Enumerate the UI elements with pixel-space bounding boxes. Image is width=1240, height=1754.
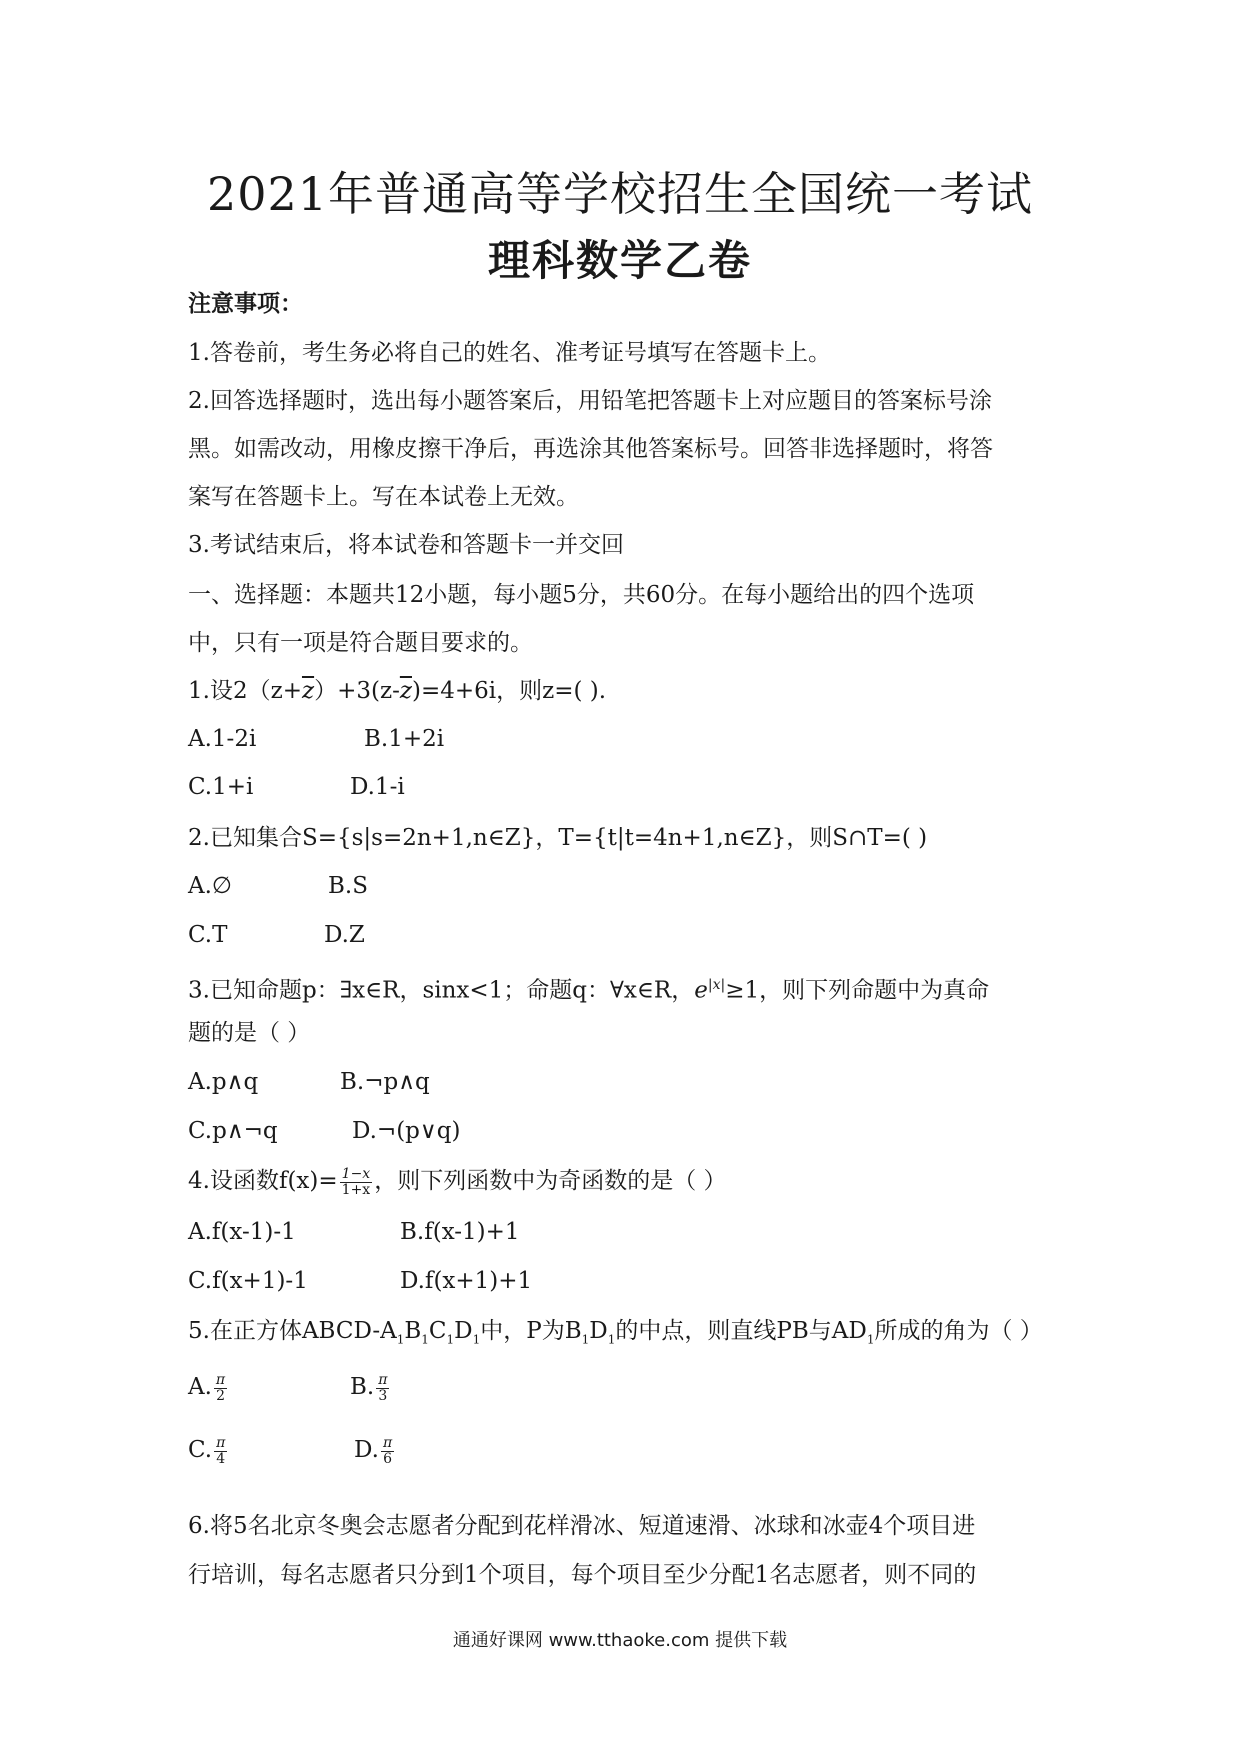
note-line-3: 黑。如需改动，用橡皮擦干净后，再选涂其他答案标号。回答非选择题时，将答 bbox=[188, 436, 993, 462]
note-line-5: 3.考试结束后，将本试卷和答题卡一并交回 bbox=[188, 532, 624, 558]
section-line-2: 中，只有一项是符合题目要求的。 bbox=[188, 630, 533, 656]
page-footer: 通通好课网 www.tthaoke.com 提供下载 bbox=[452, 1630, 788, 1651]
q5-option-a: A. $\frac{\pi}{2}$ bbox=[188, 1371, 226, 1404]
question-1-stem: 1.设$2(z+\overline{z})+3(z-\overline{z})=4+6i$，则z=( ). bbox=[188, 678, 607, 704]
exam-title: 2021年普通高等学校招生全国统一考试 bbox=[206, 167, 1034, 221]
question-2-stem: 2.已知集合S={s|s=2n+1,n∈Z}，T={t|t=4n+1,n∈Z}，则S∩T=( ) bbox=[188, 825, 928, 851]
q1-option-b: B.1+2i bbox=[364, 726, 445, 752]
q2-option-d: D.Z bbox=[324, 922, 365, 948]
q4-option-d: D.f(x+1)+1 bbox=[400, 1268, 533, 1294]
q2-option-b: B.S bbox=[328, 873, 368, 899]
question-3-stem-cont: 题的是（ ） bbox=[188, 1020, 311, 1046]
q2-option-c: C.T bbox=[188, 922, 228, 948]
q4-option-b: B.f(x-1)+1 bbox=[400, 1219, 520, 1245]
section-line-1: 一、选择题：本题共12小题，每小题5分，共60分。在每小题给出的四个选项 bbox=[188, 582, 975, 608]
q4-option-c: C.f(x+1)-1 bbox=[188, 1268, 308, 1294]
q4-option-a: A.f(x-1)-1 bbox=[188, 1219, 296, 1245]
q1-option-d: D.1-i bbox=[350, 774, 405, 800]
note-line-4: 案写在答题卡上。写在本试卷上无效。 bbox=[188, 484, 579, 510]
question-6-line-1: 6.将5名北京冬奥会志愿者分配到花样滑冰、短道速滑、冰球和冰壶4个项目进 bbox=[188, 1513, 976, 1539]
question-4-stem: 4.设函数f(x)= $\frac{1-x}{1+x}$ ，则下列函数中为奇函数的是（ ） bbox=[188, 1165, 727, 1198]
exam-subtitle: 理科数学乙卷 bbox=[487, 236, 752, 285]
q5-option-d: D. $\frac{\pi}{6}$ bbox=[354, 1434, 393, 1467]
q3-option-b: B.¬p∧q bbox=[340, 1069, 430, 1095]
q3-option-a: A.p∧q bbox=[188, 1069, 259, 1095]
q1-option-c: C.1+i bbox=[188, 774, 254, 800]
q5-option-c: C. $\frac{\pi}{4}$ bbox=[188, 1434, 226, 1467]
q2-option-a: A.∅ bbox=[188, 873, 232, 899]
q3-option-d: D.¬(p∨q) bbox=[352, 1118, 461, 1144]
note-line-2: 2.回答选择题时，选出每小题答案后，用铅笔把答题卡上对应题目的答案标号涂 bbox=[188, 388, 992, 414]
q5-option-b: B. $\frac{\pi}{3}$ bbox=[350, 1371, 388, 1404]
q3-option-c: C.p∧¬q bbox=[188, 1118, 278, 1144]
fraction: $\frac{1-x}{1+x}$ bbox=[341, 1165, 371, 1198]
q1-option-a: A.1-2i bbox=[188, 726, 257, 752]
note-line-1: 1.答卷前，考生务必将自己的姓名、准考证号填写在答题卡上。 bbox=[188, 340, 831, 366]
question-5-stem: 5.在正方体ABCD-$A_1B_1C_1D_1$中，P为$B_1D_1$的中点，则直线PB与$AD_1$所成的角为（ ） bbox=[188, 1318, 1043, 1347]
question-6-line-2: 行培训，每名志愿者只分到1个项目，每个项目至少分配1名志愿者，则不同的 bbox=[188, 1562, 977, 1588]
notes-heading: 注意事项： bbox=[188, 291, 303, 317]
question-3-stem: 3.已知命题p：∃x∈R，sinx<1；命题q：∀x∈R，$e^{|x|}\ge 1$，则下列命题中为真命 bbox=[188, 977, 990, 1004]
